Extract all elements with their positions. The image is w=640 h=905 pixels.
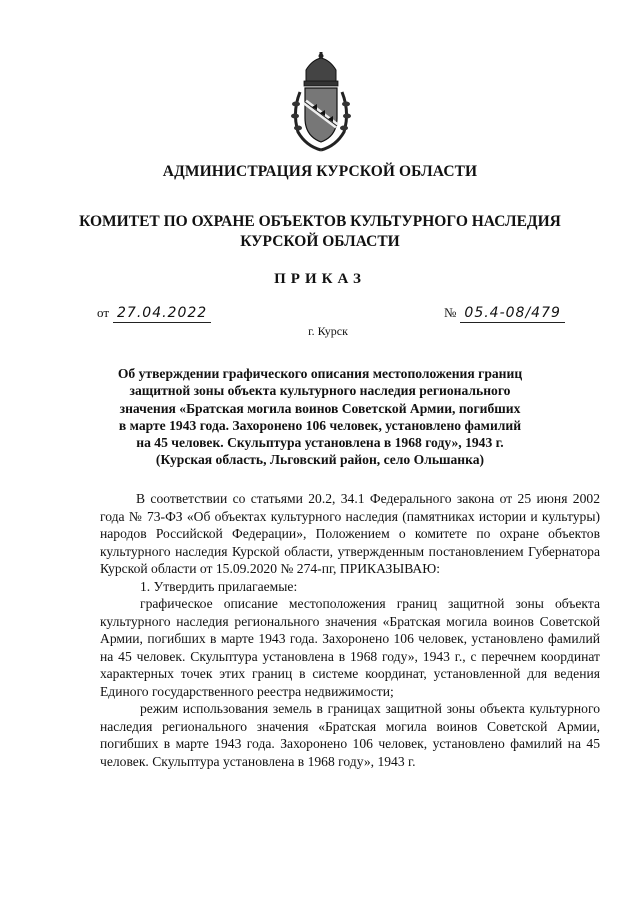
kursk-coat-of-arms-icon: [290, 52, 352, 152]
subject-line: в марте 1943 года. Захоронено 106 человек, установлено фамилий: [118, 417, 522, 433]
subject-line: защитной зоны объекта культурного наследия регионального: [129, 383, 511, 399]
order-subject: [0, 365, 640, 469]
date-field: [97, 305, 211, 323]
order-item-1-land-use-regime: режим использования земель в границах защитной зоны объекта культурного наследия регионального значения «Братская могила воинов Советской Армии, погибших в марте 1943 года. Захоронено 106 человек, установлено фамилий на 45 человек. Скульптура установлена в 1968 году», 1943 г.: [100, 701, 600, 769]
date-handwritten: 27.04.2022: [113, 305, 211, 323]
committee-title-line2: КУРСКОЙ ОБЛАСТИ: [240, 233, 400, 250]
committee-title-line1: КОМИТЕТ ПО ОХРАНЕ ОБЪЕКТОВ КУЛЬТУРНОГО НАСЛЕДИЯ: [79, 213, 561, 230]
organization-title: АДМИНИСТРАЦИЯ КУРСКОЙ ОБЛАСТИ: [162, 163, 478, 180]
order-item-1: 1. Утвердить прилагаемые:: [140, 578, 298, 594]
subject-line: значения «Братская могила воинов Советской Армии, погибших: [119, 400, 521, 416]
order-body: [100, 490, 600, 770]
order-item-1-graphic-description: графическое описание местоположения границ защитной зоны объекта культурного наследия регионального значения «Братская могила воинов Советской Армии, погибших в марте 1943 года. Захоронено 106 человек, установлено фамилий на 45 человек. Скульптура установлена в 1968 году», 1943 г., с перечнем координат характерных точек этих границ в системе координат, установленной для ведения Единого государственного реестра недвижимости;: [100, 596, 600, 699]
preamble-paragraph: В соответствии со статьями 20.2, 34.1 Федерального закона от 25 июня 2002 года № 73-ФЗ «Об объектах культурного наследия (памятниках истории и культуры) народов Российской Федерации», Положением о комитете по охране объектов культурного наследия Курской области, утвержденным постановлением Губернатора Курской области от 15.09.2020 № 274-пг, ПРИКАЗЫВАЮ:: [100, 491, 600, 576]
subject-line: (Курская область, Льговский район, село Ольшанка): [155, 452, 485, 468]
number-prefix: №: [444, 305, 457, 320]
committee-title: [0, 212, 640, 252]
document-type-heading: ПРИКАЗ: [274, 271, 366, 287]
number-field: [444, 305, 565, 323]
subject-line: на 45 человек. Скульптура установлена в 1968 году», 1943 г.: [136, 435, 504, 451]
number-handwritten: 05.4-08/479: [460, 305, 564, 323]
date-prefix: от: [97, 305, 110, 320]
subject-line: Об утверждении графического описания местоположения границ: [117, 366, 523, 381]
city-label: г. Курск: [308, 324, 348, 338]
